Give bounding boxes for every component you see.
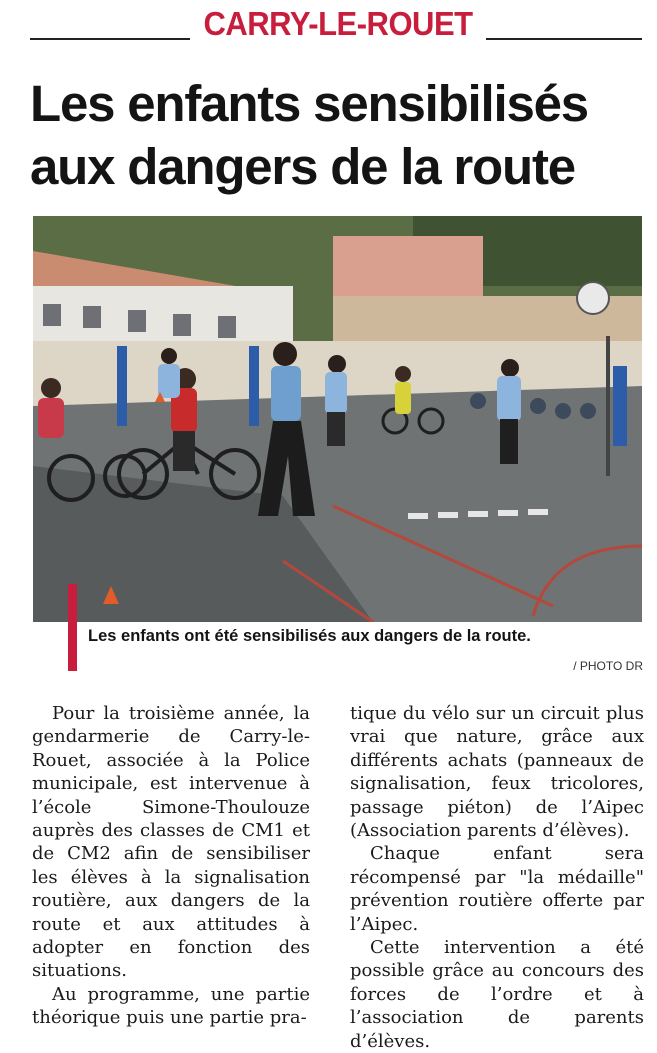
building-right [333, 236, 483, 296]
section-rubric: CARRY-LE-ROUET [203, 4, 473, 43]
paragraph: Au programme, une partie théorique puis une partie pra- [32, 983, 310, 1029]
paragraph: Chaque enfant sera récompensé par "la médaille" prévention routière offerte par l’Aipec. [350, 843, 644, 935]
article-column-right [350, 702, 644, 1053]
sign-post [117, 346, 127, 426]
paragraph: Cette intervention a été possible grâce au concours des forces de l’ordre et à l’association de parents d’élèves. [350, 937, 644, 1052]
sign-post [249, 346, 259, 426]
rule-right [486, 38, 642, 40]
paragraph: tique du vélo sur un circuit plus vrai que nature, grâce aux différents achats (panneaux de signalisation, feux tricolores, passage piéton) de l’Aipec (Association parents d’élèves). [350, 703, 644, 842]
sign-post [613, 366, 627, 446]
hoop-pole [606, 336, 610, 476]
caption-accent-bar [68, 584, 77, 671]
child-left [38, 378, 64, 438]
photo-caption: Les enfants ont été sensibilisés aux dangers de la route. [88, 627, 531, 645]
window [43, 304, 61, 326]
paragraph: Pour la troisième année, la gendarmerie de Carry-le-Rouet, associée à la Police municipale, est intervenue à l’école Simone-Thoulouze auprès des classes de CM1 et de CM2 afin de sensibiliser les élèves à la signalisation routière, aux dangers de la route et aux attitudes à adopter en fonction des situations. [32, 703, 310, 982]
adult-left [158, 348, 180, 398]
article-photo [33, 216, 642, 622]
window [83, 306, 101, 328]
window [218, 316, 236, 338]
window [173, 314, 191, 336]
rule-left [30, 38, 190, 40]
section-header [30, 4, 642, 44]
headline-line-1: Les enfants sensibilisés [30, 75, 588, 132]
hoop-board [577, 282, 609, 314]
photo-credit: / PHOTO DR [573, 659, 643, 673]
article-column-left [32, 702, 310, 1030]
window [128, 310, 146, 332]
article-headline [30, 72, 640, 198]
photo-illustration [33, 216, 642, 622]
headline-line-2: aux dangers de la route [30, 138, 575, 195]
child-yellow [395, 366, 411, 414]
